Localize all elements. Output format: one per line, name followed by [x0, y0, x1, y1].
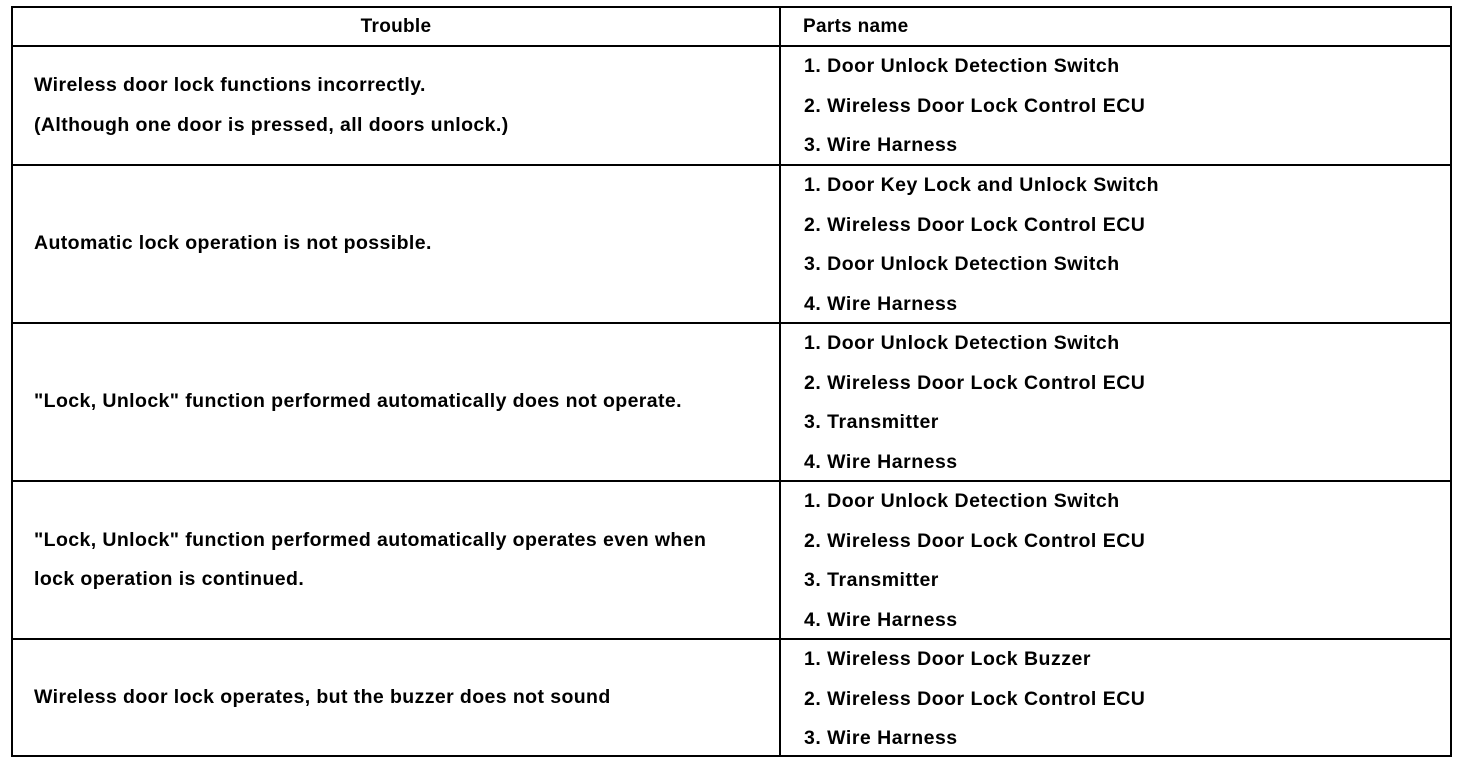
part-item: 1. Door Unlock Detection Switch [804, 55, 1120, 77]
part-item: 2. Wireless Door Lock Control ECU [804, 529, 1146, 552]
part-item: 2. Wireless Door Lock Control ECU [804, 687, 1146, 710]
part-item: 4. Wire Harness [804, 608, 958, 631]
part-item: 2. Wireless Door Lock Control ECU [804, 371, 1146, 394]
part-item: 1. Door Unlock Detection Switch [804, 332, 1120, 354]
part-item: 4. Wire Harness [804, 450, 958, 473]
part-item: 3. Wire Harness [804, 727, 958, 749]
trouble-text: Automatic lock operation is not possible. [34, 232, 432, 255]
trouble-text: Wireless door lock functions incorrectly. [34, 74, 426, 96]
part-item: 3. Wire Harness [804, 134, 958, 156]
trouble-text: "Lock, Unlock" function performed automatically operates even when [34, 528, 707, 551]
part-item: 3. Transmitter [804, 411, 939, 433]
header-trouble: Trouble [13, 8, 781, 47]
parts-cell [781, 640, 1450, 755]
parts-cell [781, 482, 1450, 638]
table-row [13, 482, 1450, 640]
troubleshooting-table [11, 6, 1452, 757]
part-item: 2. Wireless Door Lock Control ECU [804, 213, 1146, 236]
part-item: 1. Wireless Door Lock Buzzer [804, 648, 1091, 670]
table-row [13, 324, 1450, 482]
part-item: 1. Door Key Lock and Unlock Switch [804, 174, 1160, 196]
parts-cell [781, 324, 1450, 480]
part-item: 3. Door Unlock Detection Switch [804, 253, 1120, 275]
table-row [13, 47, 1450, 166]
trouble-cell [13, 324, 781, 480]
trouble-text: "Lock, Unlock" function performed automatically does not operate. [34, 390, 683, 413]
trouble-cell [13, 166, 781, 322]
trouble-text: (Although one door is pressed, all doors unlock.) [34, 113, 509, 136]
part-item: 4. Wire Harness [804, 292, 958, 315]
header-parts-name: Parts name [781, 8, 1450, 47]
part-item: 3. Transmitter [804, 569, 939, 591]
trouble-text: Wireless door lock operates, but the buzzer does not sound [34, 685, 611, 708]
table-row [13, 640, 1450, 755]
parts-cell [781, 166, 1450, 322]
part-item: 2. Wireless Door Lock Control ECU [804, 94, 1146, 117]
parts-cell [781, 47, 1450, 164]
trouble-cell [13, 47, 781, 164]
trouble-text: lock operation is continued. [34, 568, 305, 590]
trouble-cell [13, 482, 781, 638]
part-item: 1. Door Unlock Detection Switch [804, 490, 1120, 512]
table-row [13, 166, 1450, 324]
trouble-cell [13, 640, 781, 755]
